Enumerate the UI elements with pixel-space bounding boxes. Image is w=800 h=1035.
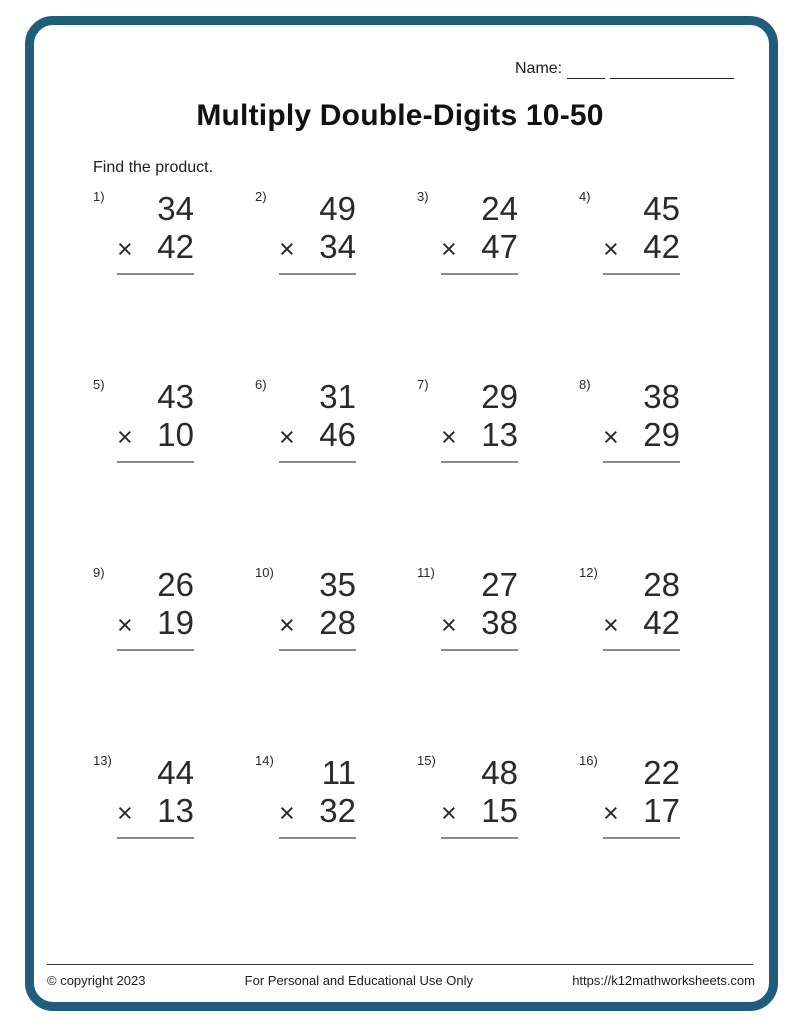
answer-line [279,461,356,463]
problem-number: 4) [579,189,591,204]
problems-grid [91,189,739,941]
bottom-row [603,792,680,832]
problem-work [603,189,680,275]
page-title: Multiply Double-Digits 10-50 [196,99,604,132]
bottom-row [441,416,518,456]
top-operand: 49 [319,190,356,227]
bottom-operand: 32 [319,792,356,829]
top-operand: 35 [319,566,356,603]
footer [47,973,755,988]
top-operand: 28 [643,566,680,603]
bottom-operand: 15 [481,792,518,829]
bottom-row [441,228,518,268]
name-blank-segment [567,61,605,79]
top-operand: 26 [157,566,194,603]
problem [91,753,253,941]
bottom-row [117,792,194,832]
bottom-operand: 42 [643,228,680,265]
problem-work [441,377,518,463]
bottom-operand: 38 [481,604,518,641]
problem-number: 11) [417,565,435,580]
multiply-icon: × [279,234,295,264]
bottom-operand: 42 [643,604,680,641]
multiply-icon: × [117,798,133,828]
problem [577,565,739,753]
multiply-icon: × [117,422,133,452]
bottom-row [117,416,194,456]
problem-work [117,565,194,651]
top-operand: 27 [481,566,518,603]
problem [253,753,415,941]
multiply-icon: × [441,610,457,640]
name-blank-line [567,61,734,79]
multiply-icon: × [279,798,295,828]
multiply-icon: × [603,422,619,452]
problem-number: 5) [93,377,105,392]
answer-line [603,461,680,463]
problem-work [603,377,680,463]
multiply-icon: × [279,610,295,640]
answer-line [441,649,518,651]
problem-number: 9) [93,565,105,580]
problem [415,753,577,941]
answer-line [117,273,194,275]
multiply-icon: × [117,234,133,264]
bottom-row [117,228,194,268]
problem-work [279,753,356,839]
footer-url: https://k12mathworksheets.com [572,973,755,988]
bottom-row [279,228,356,268]
bottom-row [441,792,518,832]
problem [415,565,577,753]
multiply-icon: × [441,422,457,452]
problem [577,377,739,565]
top-operand: 38 [643,378,680,415]
footer-copyright: © copyright 2023 [47,973,146,988]
multiply-icon: × [603,798,619,828]
problem [91,189,253,377]
answer-line [603,273,680,275]
answer-line [441,273,518,275]
top-operand: 29 [481,378,518,415]
problem [415,377,577,565]
top-operand: 48 [481,754,518,791]
top-operand: 45 [643,190,680,227]
bottom-operand: 29 [643,416,680,453]
footer-divider [47,964,753,965]
bottom-row [117,604,194,644]
problem-number: 3) [417,189,429,204]
answer-line [117,461,194,463]
problem-work [279,189,356,275]
problem [415,189,577,377]
problem-work [117,189,194,275]
problem-number: 8) [579,377,591,392]
answer-line [117,837,194,839]
bottom-operand: 13 [481,416,518,453]
problem [253,189,415,377]
problem-number: 13) [93,753,112,768]
bottom-operand: 19 [157,604,194,641]
bottom-row [279,792,356,832]
problem-number: 15) [417,753,436,768]
bottom-operand: 17 [643,792,680,829]
top-operand: 44 [157,754,194,791]
answer-line [603,837,680,839]
problem-work [117,753,194,839]
answer-line [279,649,356,651]
problem [577,753,739,941]
instructions-text: Find the product. [93,159,214,176]
bottom-row [603,228,680,268]
bottom-operand: 10 [157,416,194,453]
top-operand: 31 [319,378,356,415]
name-blank-segment [610,61,734,79]
problem [91,565,253,753]
problem-number: 6) [255,377,267,392]
answer-line [441,461,518,463]
problem-number: 10) [255,565,274,580]
problem-number: 2) [255,189,267,204]
bottom-operand: 46 [319,416,356,453]
multiply-icon: × [603,610,619,640]
problem-work [603,565,680,651]
name-row [515,60,734,79]
multiply-icon: × [603,234,619,264]
problem-work [441,753,518,839]
answer-line [117,649,194,651]
top-operand: 24 [481,190,518,227]
problem-work [441,565,518,651]
bottom-operand: 13 [157,792,194,829]
problem-work [279,377,356,463]
multiply-icon: × [279,422,295,452]
problem [91,377,253,565]
answer-line [603,649,680,651]
top-operand: 34 [157,190,194,227]
problem-number: 14) [255,753,274,768]
top-operand: 11 [321,754,356,791]
problem [253,565,415,753]
name-label: Name: [515,60,563,77]
problem-work [117,377,194,463]
bottom-operand: 34 [319,228,356,265]
problem-work [603,753,680,839]
problem-number: 16) [579,753,598,768]
problem-work [279,565,356,651]
footer-usage: For Personal and Educational Use Only [244,973,474,988]
problem-work [441,189,518,275]
problem [253,377,415,565]
answer-line [279,837,356,839]
top-operand: 43 [157,378,194,415]
problem-number: 7) [417,377,429,392]
answer-line [279,273,356,275]
bottom-row [603,416,680,456]
multiply-icon: × [441,798,457,828]
bottom-operand: 28 [319,604,356,641]
bottom-row [441,604,518,644]
bottom-operand: 47 [481,228,518,265]
problem [577,189,739,377]
top-operand: 22 [643,754,680,791]
bottom-row [603,604,680,644]
bottom-row [279,604,356,644]
problem-number: 1) [93,189,105,204]
multiply-icon: × [117,610,133,640]
bottom-row [279,416,356,456]
answer-line [441,837,518,839]
problem-number: 12) [579,565,598,580]
multiply-icon: × [441,234,457,264]
bottom-operand: 42 [157,228,194,265]
